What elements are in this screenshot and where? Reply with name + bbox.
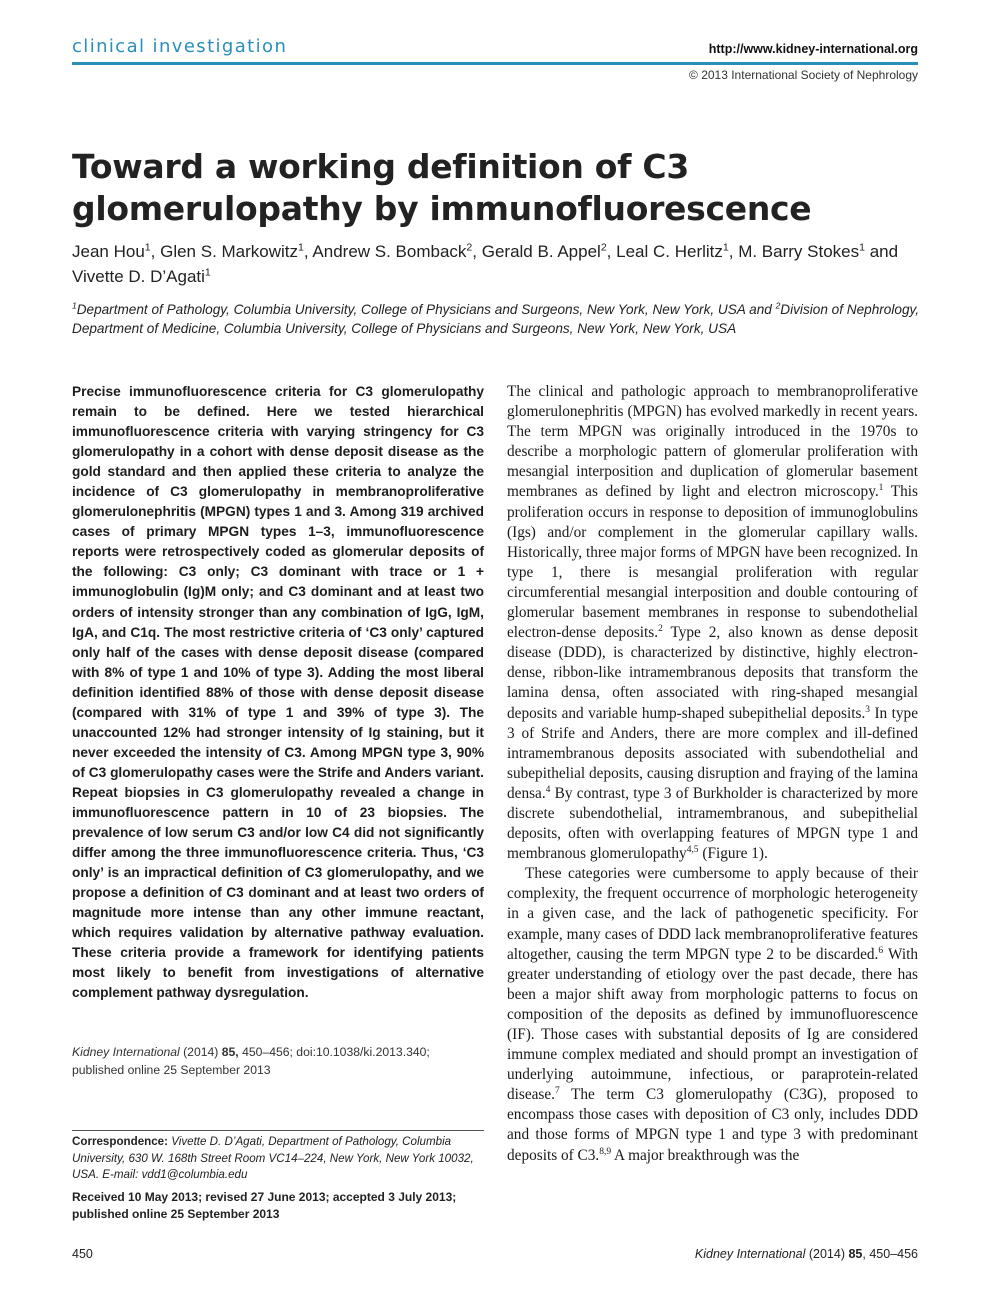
body-text-segment: The clinical and pathologic approach to membranoproliferative glomerulonephritis (MPGN) has evolved markedly in recent years. The term MPGN was originally introduced in the 1970s to describe a morphologic pattern of glomerular proliferation with mesangial interposition and duplication of glomerular basement membranes as defined by light and electron microscopy. <box>507 383 918 501</box>
affiliation-number: 2 <box>775 300 781 311</box>
author-affiliation-number: 2 <box>600 241 607 254</box>
journal-url-link[interactable]: http://www.kidney-international.org <box>708 42 918 56</box>
author-affiliation-number: 1 <box>298 241 304 254</box>
body-paragraph-1 <box>507 382 918 864</box>
citation-doi: 450–456; doi:10.1038/ki.2013.340; <box>238 1045 430 1059</box>
reference-citation[interactable]: 4 <box>545 784 551 795</box>
author-separator: , <box>303 242 313 261</box>
author-separator: and <box>864 242 899 261</box>
affiliation-text: Division of Nephrology, Department of Medicine, Columbia University, College of Physicians and Surgeons, New York, New York, USA <box>72 302 920 336</box>
section-label: clinical investigation <box>72 36 288 57</box>
reference-citation[interactable]: 4,5 <box>686 845 699 856</box>
body-text-segment: (Figure 1). <box>698 845 768 863</box>
author-name: Vivette D. D’Agati <box>72 267 205 286</box>
correspondence-text: Vivette D. D’Agati, Department of Pathology, Columbia University, 630 W. 168th Street Room VC14–224, New York, New York 10032, USA. E-mail: vdd1@columbia.edu <box>72 1135 474 1181</box>
author-separator: , <box>472 242 482 261</box>
page-number: 450 <box>72 1247 93 1261</box>
abstract: Precise immunofluorescence criteria for C3 glomerulopathy remain to be defined. Here we tested hierarchical immunofluorescence criteria with varying stringency for C3 glomerulopathy in a cohort with dense deposit disease as the gold standard and then applied these criteria to analyze the incidence of C3 glomerulopathy in membranoproliferative glomerulonephritis (MPGN) types 1 and 3. Among 319 archived cases of primary MPGN types 1–3, immunofluorescence reports were retrospectively coded as glomerular deposits of the following: C3 only; C3 dominant with trace or 1 + immunoglobulin (Ig)M only; and C3 dominant and at least two orders of intensity stronger than any combination of IgG, IgM, IgA, and C1q. The most restrictive criteria of ‘C3 only’ captured only half of the cases with dense deposit disease (compared with 8% of type 1 and 10% of type 3). Adding the most liberal definition identified 88% of those with dense deposit disease (compared with 31% of type 1 and 39% of type 3). The unaccounted 12% had stronger intensity of Ig staining, but it never exceeded the intensity of C3. Among MPGN type 3, 90% of C3 glomerulopathy cases were the Strife and Anders variant. Repeat biopsies in C3 glomerulopathy revealed a change in immunofluorescence pattern in 10 of 23 biopsies. The prevalence of low serum C3 and/or low C4 did not significantly differ among the three immunofluorescence criteria. Thus, ‘C3 only’ is an impractical definition of C3 glomerulopathy, and we propose a definition of C3 dominant and at least two orders of magnitude more intense than any other immune reactant, which requires validation by alternative pathway evaluation. These criteria provide a framework for identifying patients most likely to benefit from investigations of alternative complement pathway dysregulation. <box>72 384 484 1001</box>
author-affiliation-number: 1 <box>859 241 865 254</box>
author-name: Glen S. Markowitz <box>160 242 299 261</box>
reference-citation[interactable]: 7 <box>555 1086 560 1097</box>
article-title: Toward a working definition of C3 glomerulopathy by immunofluorescence <box>72 147 812 228</box>
author-separator: , <box>728 242 739 261</box>
reference-citation[interactable]: 6 <box>878 945 884 956</box>
footer-volume: 85 <box>848 1247 863 1261</box>
body-text-segment: By contrast, type 3 of Burkholder is characterized by more discrete subendothelial, intramembranous, and subepithelial deposits, often with overlapping features of MPGN type 1 and membranous glomerulopathy <box>507 784 918 863</box>
author-name: Andrew S. Bomback <box>312 242 467 261</box>
author-separator: , <box>606 242 617 261</box>
body-text-segment: The term C3 glomerulopathy (C3G), proposed to encompass those cases with deposition of C3 only, includes DDD and those forms of MPGN type 1 and type 3 with predominant deposits of C3. <box>507 1086 918 1164</box>
body-text-segment: In type 3 of Strife and Anders, there are more complex and ill-defined intramembranous deposits associated with subendothelial and subepithelial deposits, causing disruption and fraying of the lamina densa. <box>507 704 918 802</box>
footer-pages: , 450–456 <box>862 1247 918 1261</box>
affiliations <box>72 300 922 338</box>
body-text <box>507 382 918 1166</box>
citation-journal: Kidney International <box>72 1045 180 1059</box>
author-affiliation-number: 1 <box>144 241 151 254</box>
correspondence-label: Correspondence: <box>72 1135 168 1148</box>
body-text-segment: Type 2, also known as dense deposit disease (DDD), is characterized by distinctive, highly electron-dense, ribbon-like intramembranous deposits that transform the lamina densa, often associated with ring-shaped mesangial deposits and variable hump-shaped subepithelial deposits. <box>507 624 918 722</box>
author-separator: , <box>150 242 161 261</box>
author-name: Jean Hou <box>72 242 145 261</box>
author-name: Gerald B. Appel <box>481 242 601 261</box>
citation-published: published online 25 September 2013 <box>72 1063 271 1077</box>
body-text-segment: These categories were cumbersome to apply because of their complexity, the frequent occurrence of morphologic heterogeneity in a given case, and the lack of pathogenetic specificity. For example, many cases of DDD lack membranoproliferative features altogether, causing the term MPGN type 2 to be discarded. <box>507 865 918 963</box>
reference-citation[interactable]: 2 <box>658 624 663 635</box>
citation-volume: 85, <box>221 1045 239 1059</box>
footer-year: (2014) <box>805 1247 849 1261</box>
author-name: M. Barry Stokes <box>738 242 860 261</box>
citation-year: (2014) <box>179 1045 222 1059</box>
author-affiliation-number: 2 <box>466 241 473 254</box>
body-text-segment: This proliferation occurs in response to deposition of immunoglobulins (Igs) and/or complement in the glomerular capillary walls. Historically, three major forms of MPGN have been recognized. In type 1, there is mesangial proliferation with regular circumferential mesangial interposition and double contouring of glomerular basement membranes in response to subendothelial electron-dense deposits. <box>507 483 918 642</box>
reference-citation[interactable]: 1 <box>878 483 884 494</box>
author-affiliation-number: 1 <box>204 266 211 279</box>
footer-journal-name: Kidney International <box>694 1247 806 1261</box>
citation <box>72 1043 484 1079</box>
affiliation-text: Department of Pathology, Columbia University, College of Physicians and Surgeons, New York, New York, USA and <box>76 302 776 317</box>
footer-journal <box>695 1247 918 1261</box>
author-name: Leal C. Herlitz <box>616 242 723 261</box>
affiliation-number: 1 <box>72 300 77 311</box>
copyright: © 2013 International Society of Nephrology <box>689 68 918 82</box>
correspondence <box>72 1134 484 1184</box>
section-rule <box>72 62 918 65</box>
reference-citation[interactable]: 3 <box>865 704 871 715</box>
body-paragraph-2 <box>507 864 918 1165</box>
author-list <box>72 239 932 289</box>
reference-citation[interactable]: 8,9 <box>599 1146 612 1157</box>
author-affiliation-number: 1 <box>722 241 729 254</box>
received-dates: Received 10 May 2013; revised 27 June 2013; accepted 3 July 2013; published online 25 September 2013 <box>72 1190 457 1221</box>
body-text-segment: With greater understanding of etiology over the past decade, there has been a major shift away from morphologic patterns to focus on composition of the deposits as defined by immunofluorescence (IF). Those cases with substantial deposits of Ig are considered immune complex mediated and should prompt an investigation of underlying autoimmune, infectious, or paraprotein-related disease. <box>507 945 918 1104</box>
correspondence-rule <box>72 1130 484 1131</box>
body-text-segment: A major breakthrough was the <box>611 1146 800 1164</box>
